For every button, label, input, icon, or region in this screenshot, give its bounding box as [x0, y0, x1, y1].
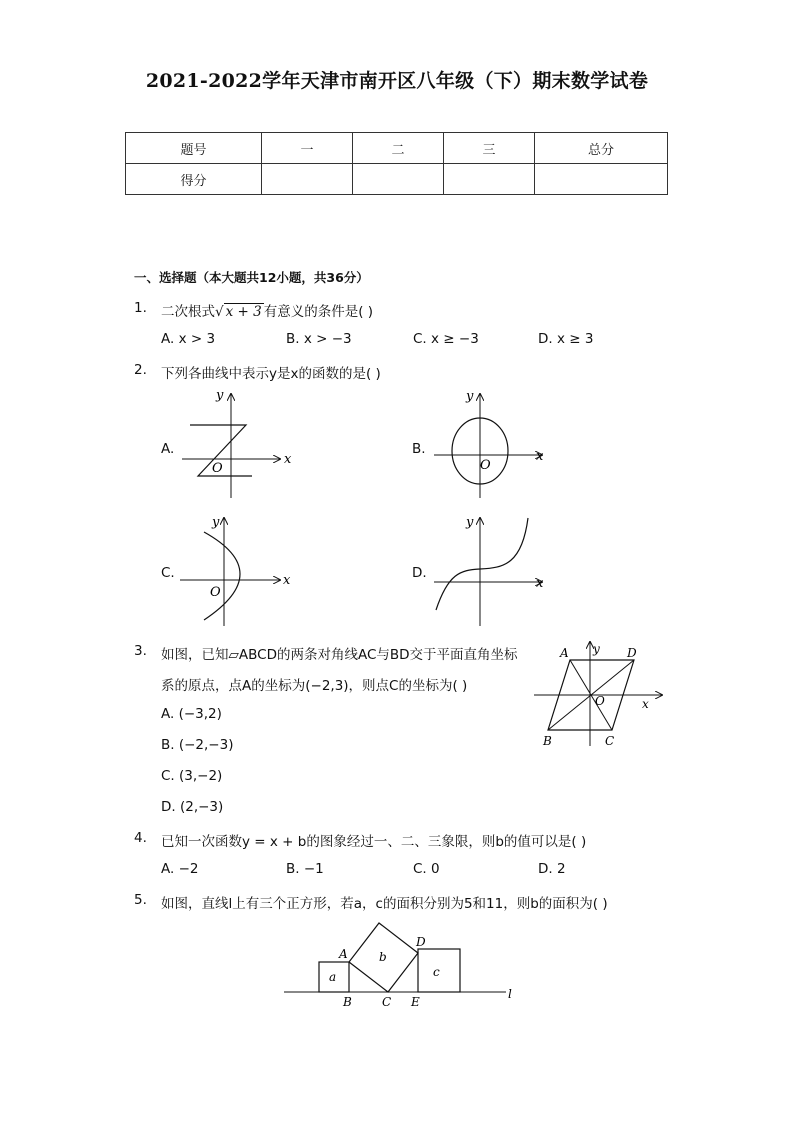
origin-label: O — [480, 458, 491, 473]
question-3-line-2: 系的原点，点A的坐标为(−2,3)，则点C的坐标为( ) — [161, 678, 468, 694]
question-1-stem — [161, 300, 373, 320]
parallelogram-figure — [532, 638, 670, 750]
score-table-header-cell: 总分 — [535, 133, 668, 164]
option-b: B. x > −3 — [286, 331, 352, 347]
question-number: 2. — [134, 362, 147, 378]
origin-label: O — [212, 461, 223, 476]
option-a: A. (−3,2) — [161, 706, 222, 722]
x-label: x — [642, 697, 649, 711]
score-cell — [353, 164, 444, 195]
x-label: x — [283, 573, 291, 588]
y-label: y — [466, 389, 474, 404]
score-cell — [444, 164, 535, 195]
question-number: 1. — [134, 300, 147, 316]
graph-c — [176, 512, 296, 628]
option-c: C. 0 — [413, 861, 440, 877]
point-b-label: B — [343, 995, 352, 1009]
score-cell — [262, 164, 353, 195]
origin-label: O — [595, 694, 605, 708]
question-5-stem: 如图，直线l上有三个正方形，若a，c的面积分别为5和11，则b的面积为( ) — [161, 896, 608, 912]
label-a: a — [329, 970, 337, 984]
cubic-curve — [436, 518, 528, 610]
score-table-header-cell: 二 — [353, 133, 444, 164]
point-b-label: B — [543, 734, 552, 748]
score-table-score-row — [126, 164, 668, 195]
score-table-header-cell: 一 — [262, 133, 353, 164]
option-a: A. x > 3 — [161, 331, 216, 347]
x-label: x — [536, 449, 544, 464]
option-d: D. 2 — [538, 861, 566, 877]
option-b: B. −1 — [286, 861, 324, 877]
graph-a — [176, 388, 296, 500]
y-label: y — [593, 642, 600, 656]
option-b-label: B. — [412, 441, 426, 457]
option-d-label: D. — [412, 565, 427, 581]
y-label: y — [212, 515, 220, 530]
option-a-label: A. — [161, 441, 175, 457]
page-title: 2021-2022学年天津市南开区八年级（下）期末数学试卷 — [145, 70, 649, 92]
label-b: b — [379, 950, 387, 964]
option-b: B. (−2,−3) — [161, 737, 234, 753]
option-c: C. x ≥ −3 — [413, 331, 479, 347]
point-d-label: D — [416, 935, 426, 949]
squares-figure — [280, 914, 520, 1014]
option-d: D. (2,−3) — [161, 799, 224, 815]
point-a-label: A — [560, 646, 569, 660]
origin-label: O — [210, 585, 221, 600]
score-table — [125, 132, 668, 195]
score-table-row-label: 得分 — [126, 164, 262, 195]
y-label: y — [466, 515, 474, 530]
option-c: C. (3,−2) — [161, 768, 223, 784]
score-table-header-row — [126, 133, 668, 164]
x-label: x — [284, 452, 292, 467]
question-3-line-1: 如图，已知▱ABCD的两条对角线AC与BD交于平面直角坐标 — [161, 647, 518, 663]
q1-radicand: x + 3 — [225, 304, 262, 320]
x-label: x — [536, 576, 544, 591]
parabola-curve — [204, 532, 240, 620]
point-d-label: D — [627, 646, 637, 660]
question-2-stem: 下列各曲线中表示y是x的函数的是( ) — [161, 366, 381, 382]
graph-d — [430, 512, 550, 628]
section-heading: 一、选择题（本大题共12小题，共36分） — [134, 270, 369, 285]
q1-text-before: 二次根式 — [161, 304, 215, 320]
label-c: c — [433, 965, 440, 979]
question-number: 3. — [134, 643, 147, 659]
option-a: A. −2 — [161, 861, 199, 877]
score-table-header-cell: 三 — [444, 133, 535, 164]
q1-text-after: 有意义的条件是( ) — [263, 304, 374, 320]
score-cell — [535, 164, 668, 195]
point-e-label: E — [411, 995, 420, 1009]
question-4-stem: 已知一次函数y = x + b的图象经过一、二、三象限，则b的值可以是( ) — [161, 834, 587, 850]
option-c-label: C. — [161, 565, 175, 581]
sqrt-sign: √ — [215, 304, 224, 320]
graph-b — [430, 388, 550, 500]
question-number: 5. — [134, 892, 147, 908]
score-table-header-cell: 题号 — [126, 133, 262, 164]
point-a-label: A — [339, 947, 348, 961]
question-number: 4. — [134, 830, 147, 846]
point-c-label: C — [382, 995, 392, 1009]
option-d: D. x ≥ 3 — [538, 331, 594, 347]
point-c-label: C — [605, 734, 615, 748]
line-l-label: l — [508, 987, 512, 1001]
y-label: y — [216, 388, 224, 403]
